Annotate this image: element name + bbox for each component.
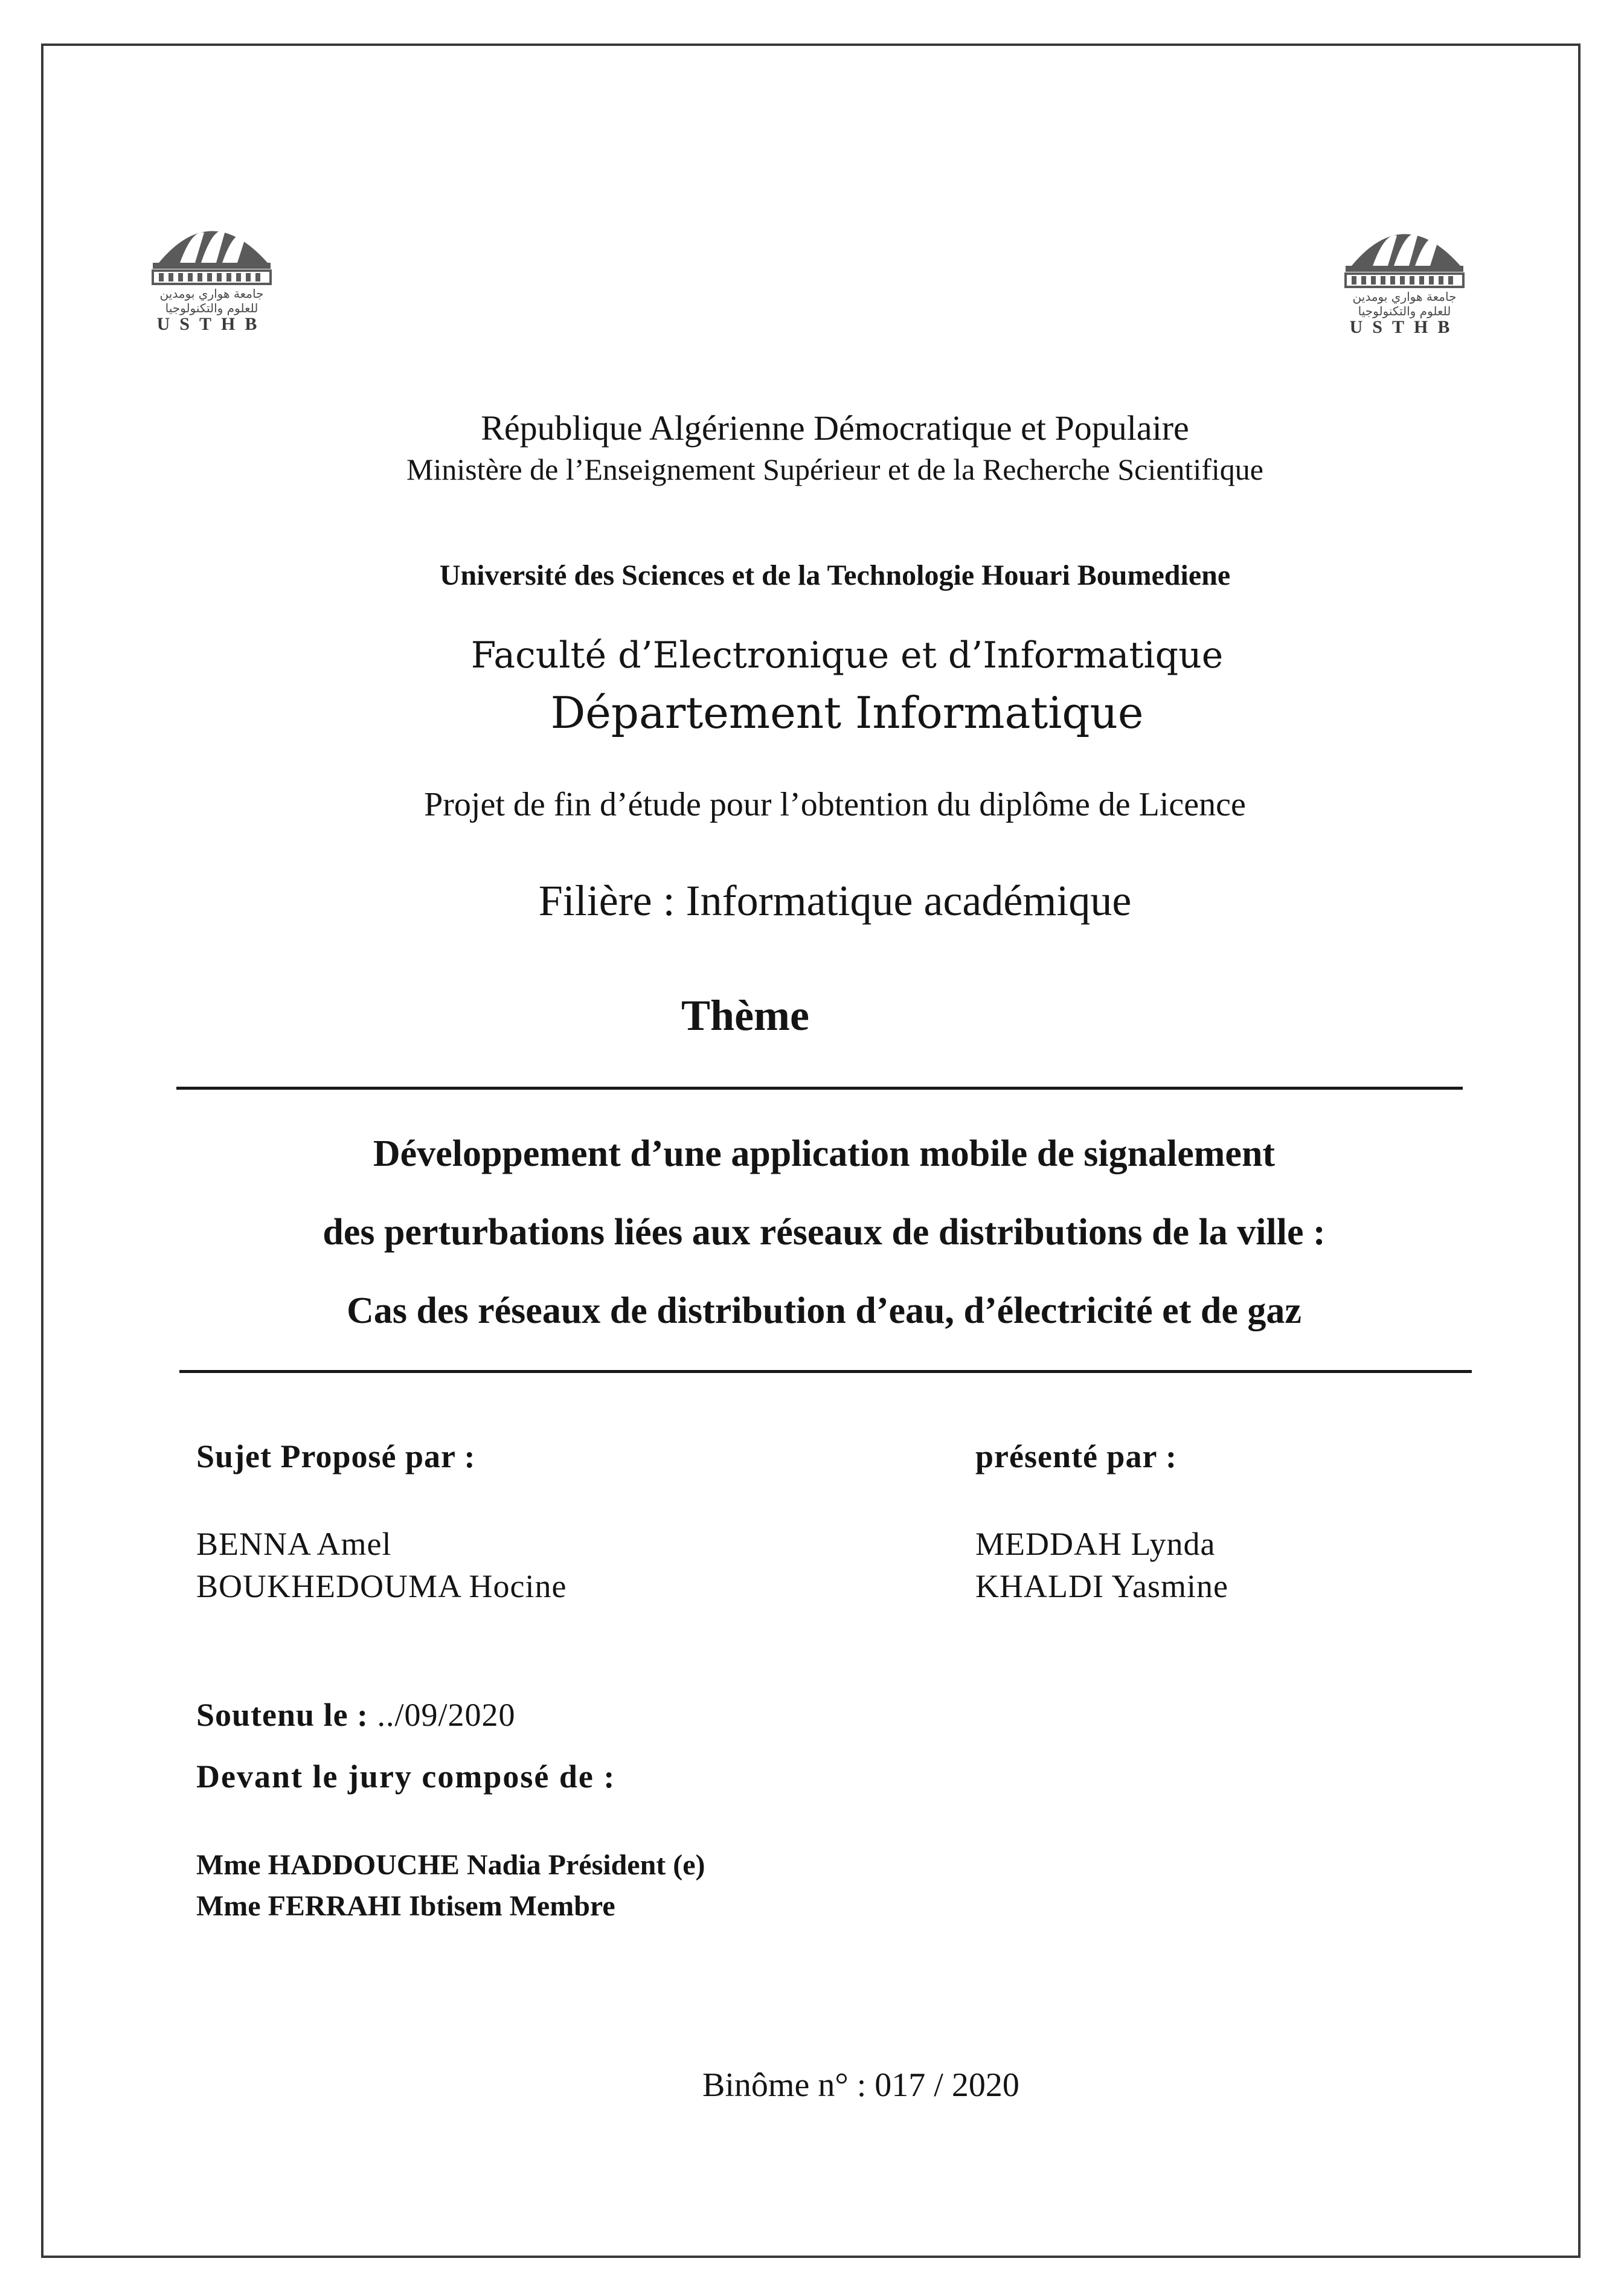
jury-label: Devant le jury composé de : — [196, 1758, 616, 1795]
logo-usthb-text-right: USTHB — [1349, 317, 1460, 337]
jury-member: Mme FERRAHI Ibtisem Membre — [196, 1890, 615, 1922]
defense-date-line — [196, 1696, 516, 1734]
logo-arabic-line-1: جامعة هواري بومدين — [159, 286, 264, 301]
university-heading: Université des Sciences et de la Technologie Houari Boumediene — [439, 559, 1231, 591]
republic-heading: République Algérienne Démocratique et Populaire — [481, 408, 1189, 448]
defense-date-value: ../09/2020 — [368, 1697, 516, 1733]
jury-member: Mme HADDOUCHE Nadia Président (e) — [196, 1849, 705, 1881]
proposed-by-label: Sujet Proposé par : — [196, 1438, 476, 1474]
department-heading: Département Informatique — [550, 687, 1144, 738]
theme-title-line-2: des perturbations liées aux réseaux de distributions de la ville : — [323, 1212, 1326, 1253]
usthb-emblem-icon — [147, 205, 277, 290]
project-description: Projet de fin d’étude pour l’obtention du diplôme de Licence — [424, 786, 1246, 823]
logo-arabic-line-2: للعلوم والتكنولوجيا — [165, 301, 258, 315]
presenter-name: MEDDAH Lynda — [975, 1526, 1216, 1562]
usthb-logo-right — [1340, 208, 1469, 337]
logo-arabic-line-1: جامعة هواري بومدين — [1352, 289, 1457, 304]
binome-number: Binôme n° : 017 / 2020 — [702, 2066, 1019, 2104]
proposer-name: BOUKHEDOUMA Hocine — [196, 1568, 567, 1604]
theme-heading: Thème — [681, 991, 809, 1040]
defense-date-label: Soutenu le : — [196, 1697, 369, 1733]
presented-by-label: présenté par : — [975, 1438, 1177, 1474]
theme-title-line-3: Cas des réseaux de distribution d’eau, d’électricité et de gaz — [347, 1290, 1301, 1331]
logo-usthb-text-left: USTHB — [156, 314, 267, 334]
theme-title-line-1: Développement d’une application mobile de signalement — [373, 1133, 1276, 1174]
theme-top-rule — [176, 1087, 1463, 1090]
faculty-heading: Faculté d’Electronique et d’Informatique — [470, 634, 1224, 677]
theme-bottom-rule — [179, 1370, 1472, 1373]
logo-arabic-line-2: للعلوم والتكنولوجيا — [1358, 304, 1451, 318]
ministry-heading: Ministère de l’Enseignement Supérieur et de la Recherche Scientifique — [406, 452, 1263, 486]
filiere-heading: Filière : Informatique académique — [538, 876, 1132, 925]
usthb-emblem-icon — [1340, 208, 1469, 293]
proposer-name: BENNA Amel — [196, 1526, 392, 1562]
presenter-name: KHALDI Yasmine — [975, 1568, 1228, 1604]
usthb-logo-left — [147, 205, 277, 334]
